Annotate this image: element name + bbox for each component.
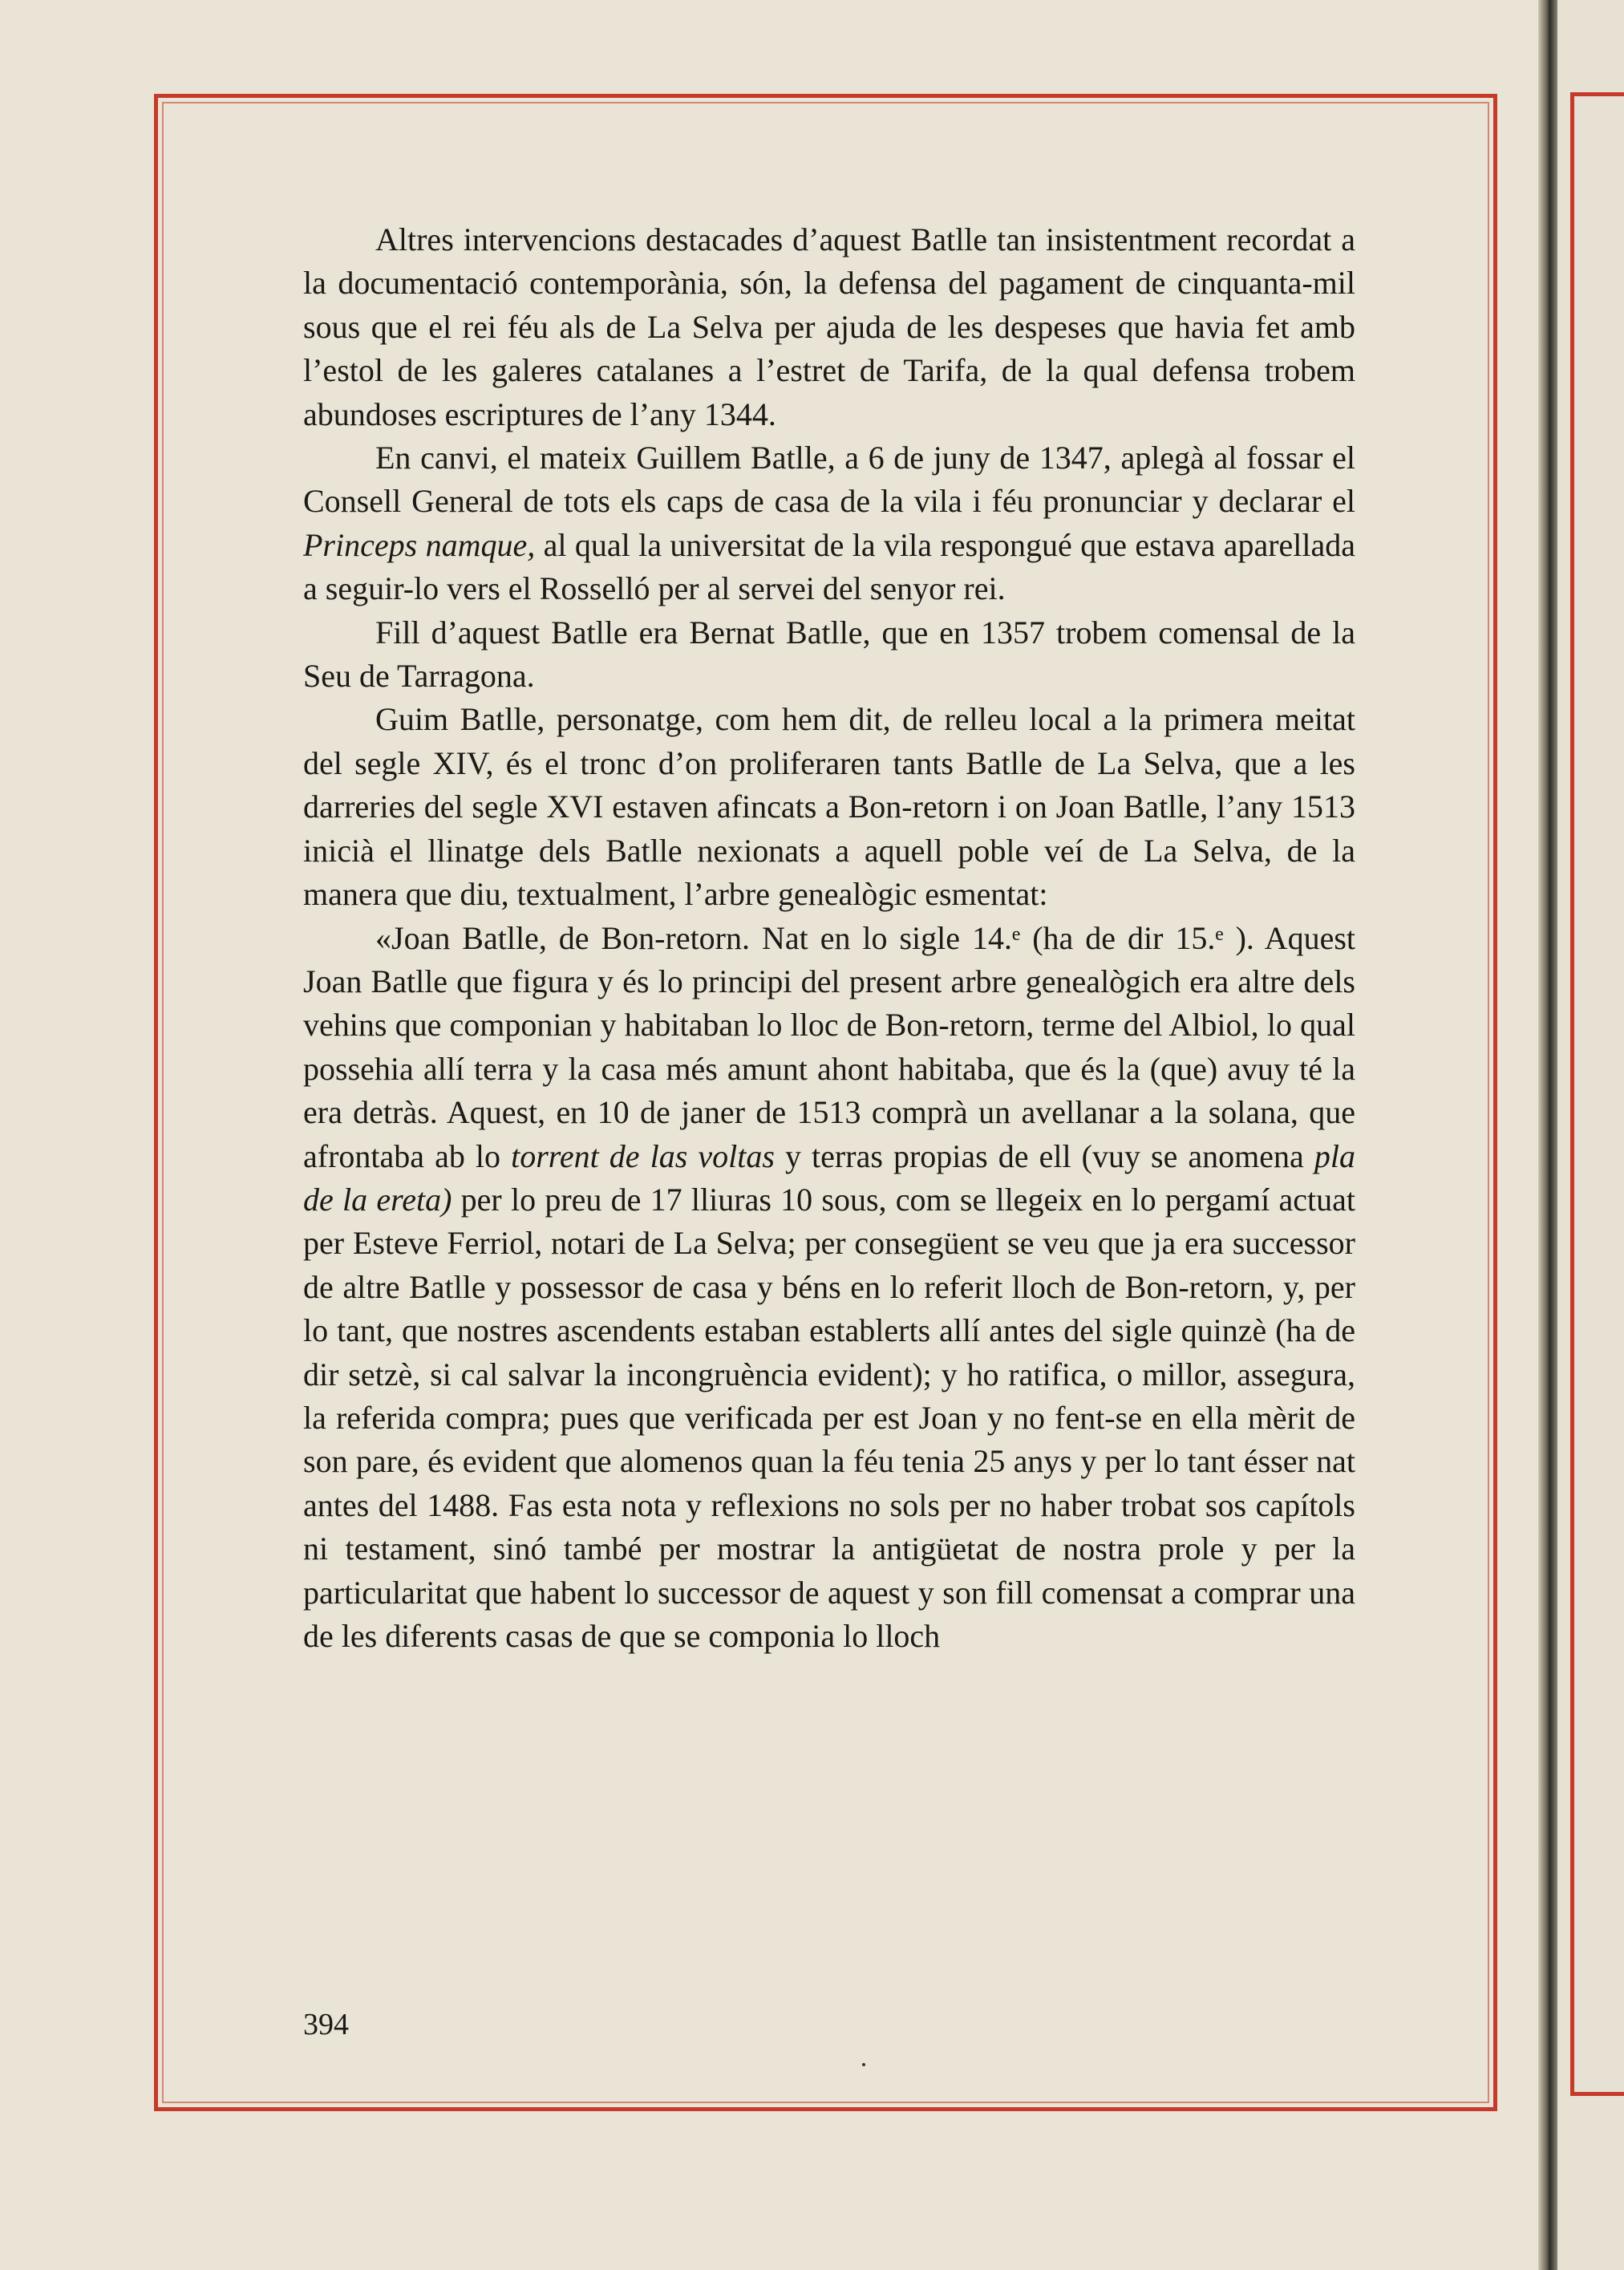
page-number: 394 [303, 2008, 349, 2041]
paragraph-5 [303, 917, 1355, 1659]
paragraph-1-text: Altres intervencions destacades d’aquest Batlle tan insistentment recordat a la documentació contemporània, són, la defensa del pagament de cinquanta-mil sous que el rei féu als de La Selva per ajuda de les despeses que havia fet amb l’estol de les galeres catalanes a l’estret de Tarifa, de la qual defensa trobem abundoses escriptures de l’any 1344. [303, 221, 1355, 432]
paragraph-3-text: Fill d’aquest Batlle era Bernat Batlle, que en 1357 trobem comensal de la Seu de Tarragona. [303, 614, 1355, 695]
book-gutter [1538, 0, 1557, 2270]
paragraph-2-text-a: En canvi, el mateix Guillem Batlle, a 6 de juny de 1347, aplegà al fossar el Consell General de tots els caps de casa de la vila i féu pronunciar y declarar el [303, 440, 1355, 520]
paragraph-3 [303, 611, 1355, 699]
paragraph-5-italic-b: pla de la ereta) [303, 1137, 1355, 1218]
paragraph-1 [303, 218, 1355, 436]
body-text [303, 218, 1355, 1658]
paragraph-5-text-b: y terras propias de ell (vuy se anomena [774, 1137, 1314, 1174]
paragraph-5-italic-a: torrent de las voltas [511, 1137, 775, 1174]
paragraph-2-text-b: al qual la universitat de la vila respongué que estava aparellada a seguir-lo vers el Rosselló per al servei del senyor rei. [303, 526, 1356, 607]
paper-speck [862, 2063, 865, 2066]
facing-page-border-bottom [1572, 2092, 1624, 2096]
facing-page-border-left [1570, 92, 1574, 2096]
facing-page-edge [1557, 0, 1624, 2270]
paragraph-4-text: Guim Batlle, personatge, com hem dit, de relleu local a la primera meitat del segle XIV, és el tronc d’on proliferaren tants Batlle de La Selva, que a les darreries del segle XVI estaven afincats a Bon-retorn i on Joan Batlle, l’any 1513 inicià el llinatge dels Batlle nexionats a aquell poble veí de La Selva, de la manera que diu, textualment, l’arbre genealògic esmentat: [303, 701, 1355, 913]
paragraph-4 [303, 698, 1355, 916]
paragraph-5-text-a: «Joan Batlle, de Bon-retorn. Nat en lo sigle 14.ᵉ (ha de dir 15.ᵉ ). Aquest Joan Batlle que figura y és lo principi del present arbre genealògich era altre dels vehins que componian y habitaban lo lloc de Bon-retorn, terme del Albiol, lo qual possehia allí terra y la casa més amunt ahont habitaba, que és la (que) avuy té la era detràs. Aquest, en 10 de janer de 1513 comprà un avellanar a la solana, que afrontaba ab lo [303, 919, 1355, 1174]
paragraph-2-italic: Princeps namque, [303, 526, 536, 563]
facing-page-border-top [1572, 92, 1624, 96]
paragraph-2 [303, 436, 1355, 611]
paragraph-5-text-c: per lo preu de 17 lliuras 10 sous, com se llegeix en lo pergamí actuat per Esteve Ferriol, notari de La Selva; per consegüent se veu que ja era successor de altre Batlle y possessor de casa y béns en lo referit lloch de Bon-retorn, y, per lo tant, que nostres ascendents estaban establerts allí antes del sigle quinzè (ha de dir setzè, si cal salvar la incongruència evident); y ho ratifica, o millor, assegura, la referida compra; pues que verificada per est Joan y no fent-se en ella mèrit de son pare, és evident que alomenos quan la féu tenia 25 anys y per lo tant ésser nat antes del 1488. Fas esta nota y reflexions no sols per no haber trobat sos capítols ni testament, sinó també per mostrar la antigüetat de nostra prole y per la particularitat que habent lo successor de aquest y son fill comensat a comprar una de les diferents casas de que se componia lo lloch [303, 1181, 1355, 1654]
